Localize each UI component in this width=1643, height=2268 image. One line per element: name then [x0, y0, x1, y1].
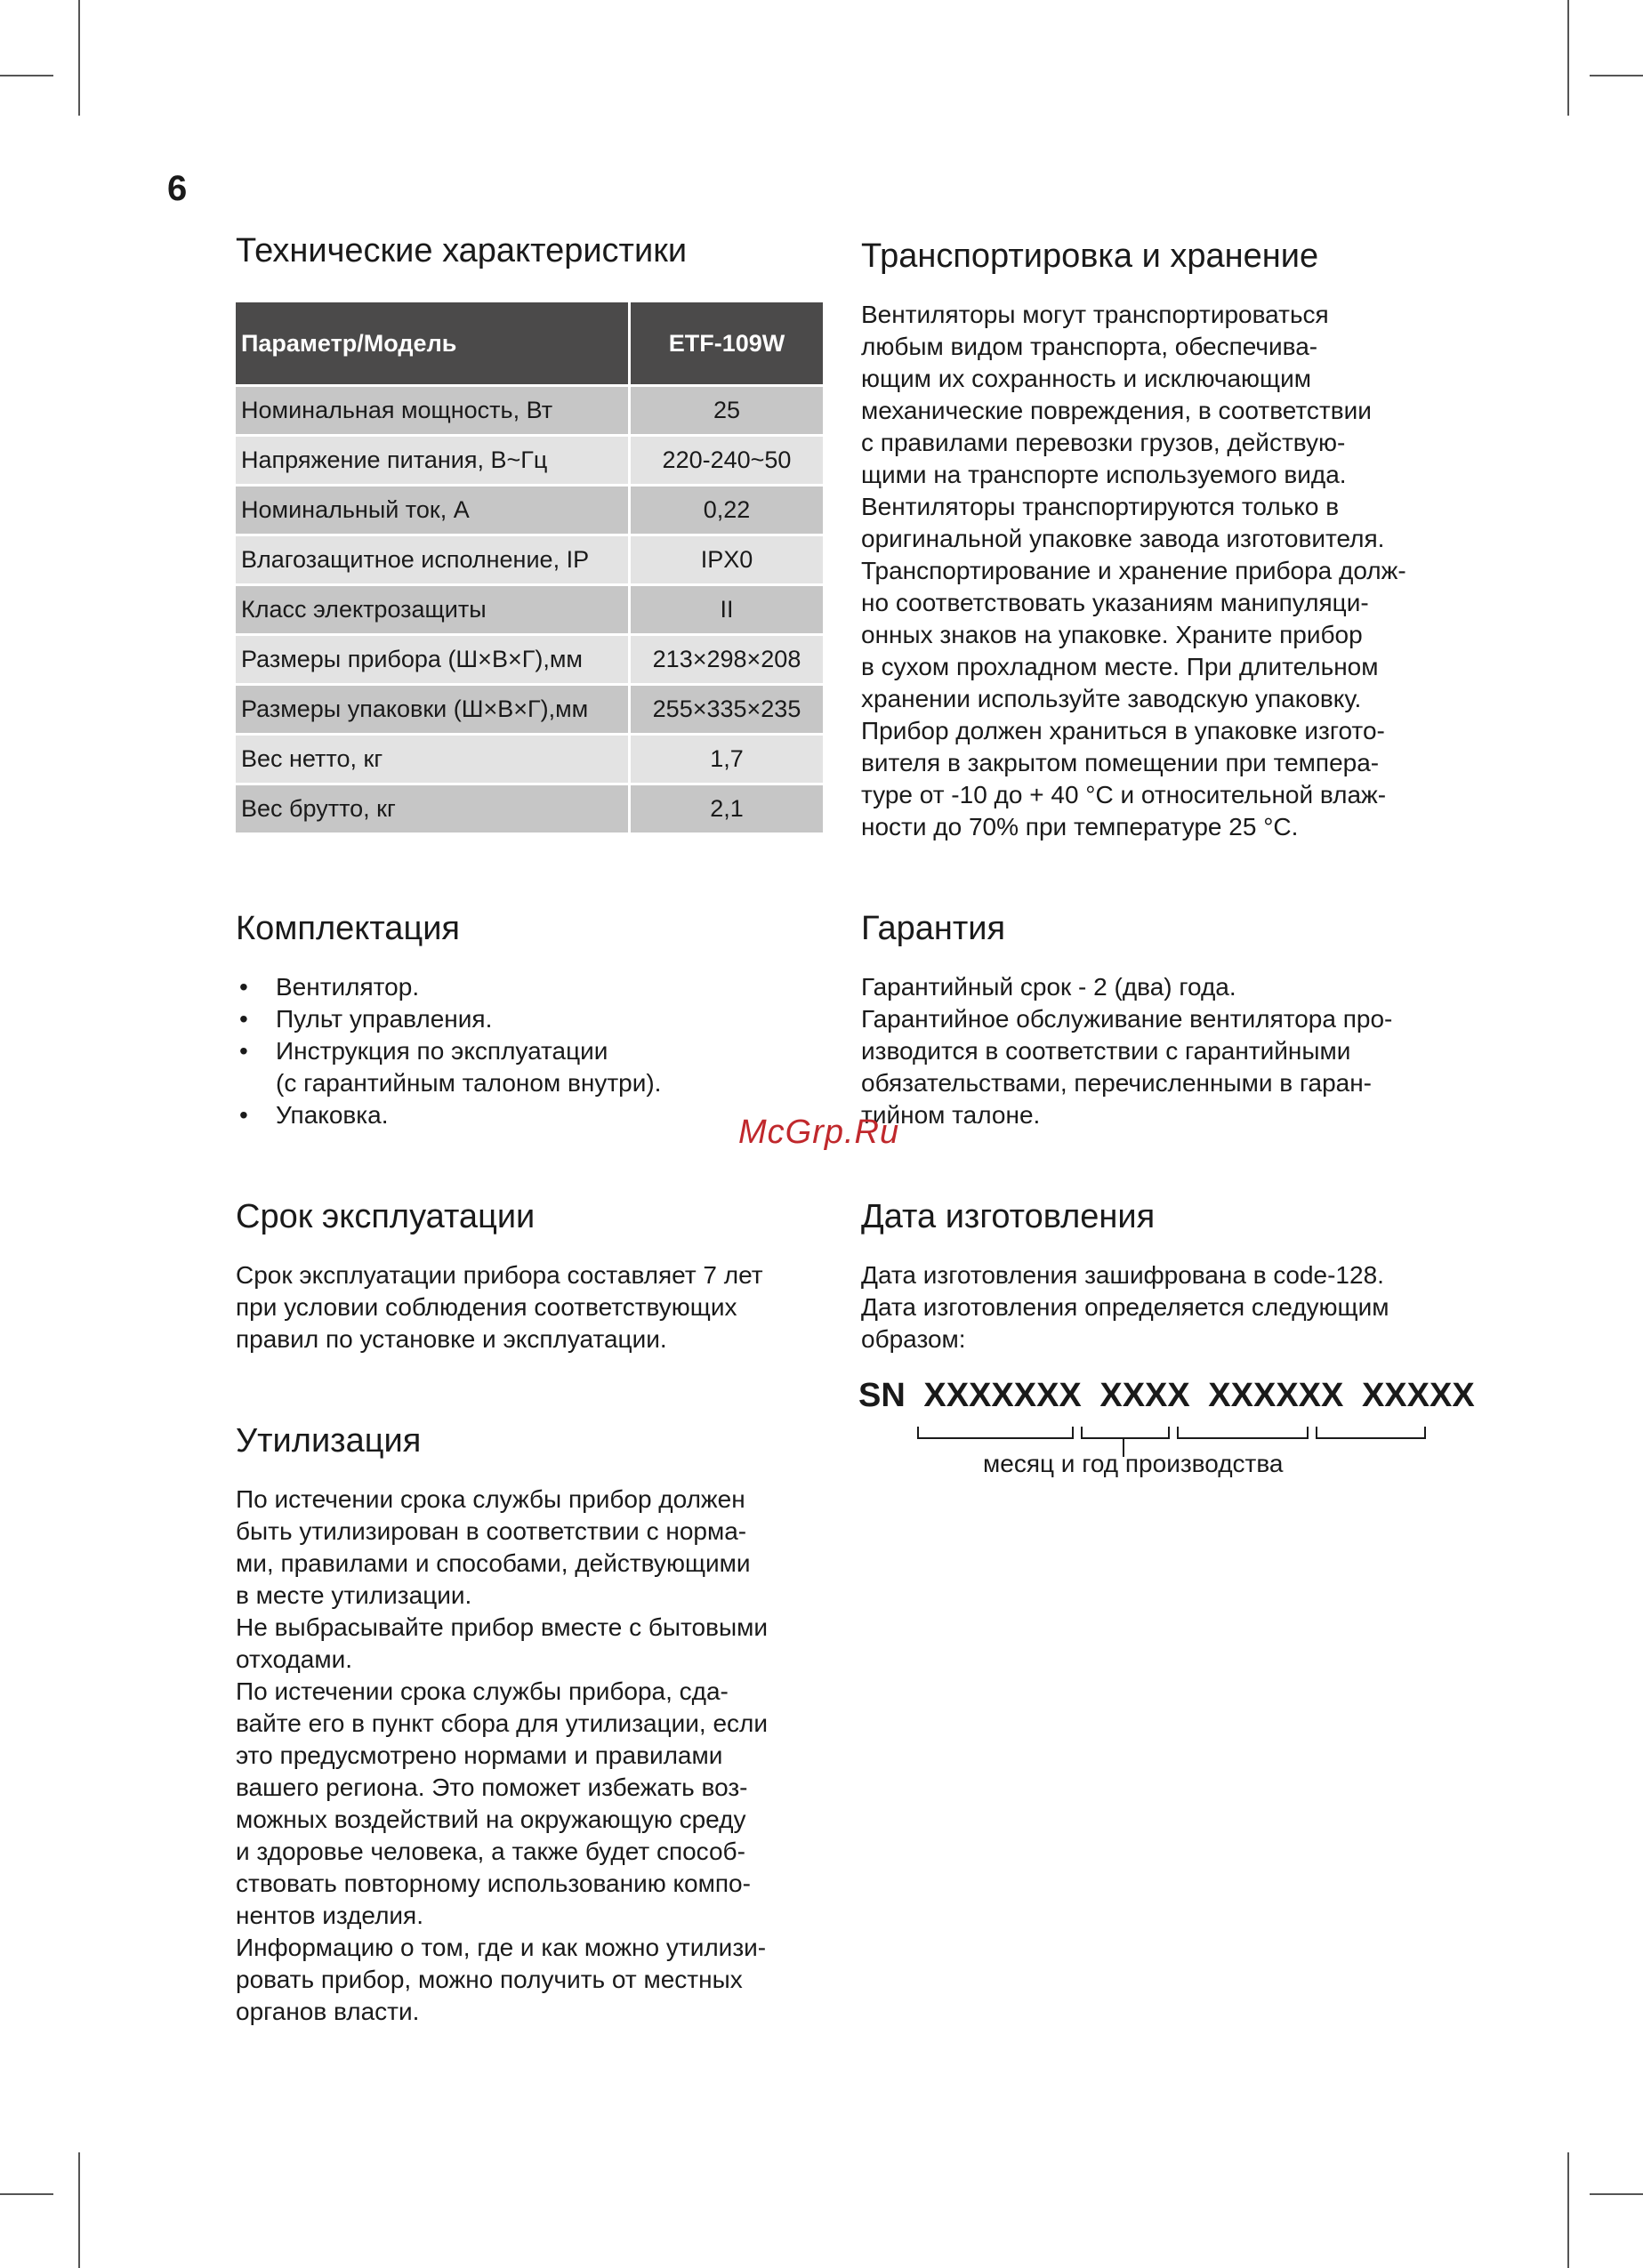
specs-param: Номинальный ток, А	[236, 487, 628, 536]
specs-row	[236, 387, 823, 437]
text-line: Вентиляторы могут транспортироваться	[861, 301, 1329, 328]
specs-param: Напряжение питания, В~Гц	[236, 437, 628, 487]
specs-param: Класс электрозащиты	[236, 586, 628, 636]
specs-value: 220-240~50	[628, 437, 823, 487]
specs-row	[236, 785, 823, 832]
list-item-text: Вентилятор.	[276, 973, 420, 1001]
text-line: в сухом прохладном месте. При длительном	[861, 653, 1379, 680]
specs-value: 25	[628, 387, 823, 437]
transport-title: Транспортировка и хранение	[861, 237, 1319, 275]
warranty-section	[861, 907, 1448, 1131]
sn-prefix: SN	[858, 1377, 906, 1414]
transport-section	[861, 235, 1448, 843]
text-line: Гарантийное обслуживание вентилятора про-	[861, 1005, 1393, 1033]
list-item-text: Инструкция по эксплуатации	[276, 1037, 608, 1065]
sn-bracket	[917, 1427, 1074, 1439]
specs-table	[236, 302, 823, 832]
text-line: образом:	[861, 1325, 966, 1353]
text-line: ровать прибор, можно получить от местных	[236, 1966, 743, 1993]
text-line: но соответствовать указаниям манипуляци-	[861, 589, 1369, 616]
text-line: можных воздействий на окружающую среду	[236, 1806, 746, 1833]
text-line: щими на транспорте используемого вида.	[861, 461, 1347, 488]
list-item-text: Пульт управления.	[276, 1005, 493, 1033]
text-line: хранении используйте заводскую упаковку.	[861, 685, 1362, 712]
specs-value: 255×335×235	[628, 686, 823, 736]
kit-list	[236, 971, 823, 1131]
crop-mark	[78, 2152, 80, 2268]
text-line: Вентиляторы транспортируются только в	[861, 493, 1340, 520]
text-line: По истечении срока службы прибора, сда-	[236, 1677, 729, 1705]
specs-value: 2,1	[628, 785, 823, 832]
bullet-icon: •	[239, 1005, 248, 1033]
text-line: тийном талоне.	[861, 1101, 1041, 1129]
specs-row	[236, 736, 823, 785]
watermark: McGrp.Ru	[738, 1114, 900, 1151]
text-line: Срок эксплуатации прибора составляет 7 лет	[236, 1261, 763, 1289]
sn-group: XXXXXX	[1208, 1377, 1344, 1414]
bullet-icon: •	[239, 1037, 248, 1065]
crop-mark	[1590, 75, 1643, 76]
specs-value: 1,7	[628, 736, 823, 785]
manufacture-date-section	[861, 1195, 1448, 1355]
specs-param: Размеры прибора (Ш×В×Г),мм	[236, 636, 628, 686]
manufacture-date-text	[861, 1259, 1448, 1355]
specs-value: IPX0	[628, 536, 823, 586]
text-line: механические повреждения, в соответствии	[861, 397, 1372, 424]
specs-row	[236, 586, 823, 636]
text-line: ствовать повторному использованию компо-	[236, 1870, 751, 1897]
sn-group: XXXXXXX	[923, 1377, 1082, 1414]
list-item	[236, 1099, 823, 1131]
list-item	[236, 1003, 823, 1035]
text-line: изводится в соответствии с гарантийными	[861, 1037, 1351, 1065]
specs-section	[236, 229, 823, 832]
specs-title: Технические характеристики	[236, 232, 688, 269]
specs-value: II	[628, 586, 823, 636]
crop-mark	[0, 2193, 53, 2195]
text-line: вайте его в пункт сбора для утилизации, если	[236, 1709, 769, 1737]
specs-param: Вес нетто, кг	[236, 736, 628, 785]
warranty-title: Гарантия	[861, 910, 1006, 947]
kit-section	[236, 907, 823, 1131]
text-line: Транспортирование и хранение прибора долж-	[861, 557, 1406, 584]
crop-mark	[1590, 2193, 1643, 2195]
specs-row	[236, 686, 823, 736]
serial-number-diagram	[858, 1377, 1475, 1484]
sn-bracket	[1316, 1427, 1426, 1439]
text-line: это предусмотрено нормами и правилами	[236, 1741, 723, 1769]
specs-row	[236, 536, 823, 586]
text-line: Прибор должен храниться в упаковке изгото-	[861, 717, 1385, 744]
specs-row	[236, 437, 823, 487]
text-line: По истечении срока службы прибор должен	[236, 1485, 745, 1513]
text-line: с правилами перевозки грузов, действую-	[861, 429, 1346, 456]
crop-mark	[78, 0, 80, 116]
bullet-icon: •	[239, 973, 248, 1001]
warranty-text	[861, 971, 1448, 1131]
text-line: Гарантийный срок - 2 (два) года.	[861, 973, 1236, 1001]
text-line: правил по установке и эксплуатации.	[236, 1325, 667, 1353]
sn-bracket-date	[1081, 1427, 1170, 1439]
crop-mark	[0, 75, 53, 76]
specs-param: Вес брутто, кг	[236, 785, 628, 832]
text-line: нентов изделия.	[236, 1902, 423, 1929]
text-line: Дата изготовления зашифрована в code-128.	[861, 1261, 1384, 1289]
service-life-title: Срок эксплуатации	[236, 1198, 536, 1235]
disposal-section	[236, 1420, 823, 2028]
specs-row	[236, 487, 823, 536]
service-life-text	[236, 1259, 823, 1355]
text-line: обязательствами, перечисленными в гаран-	[861, 1069, 1372, 1097]
specs-header-row	[236, 302, 823, 387]
specs-value: 0,22	[628, 487, 823, 536]
text-line: онных знаков на упаковке. Храните прибор	[861, 621, 1363, 648]
text-line: оригинальной упаковке завода изготовителя.	[861, 525, 1385, 552]
sn-caption: месяц и год производства	[983, 1450, 1284, 1477]
disposal-text	[236, 1484, 823, 2028]
text-line: вителя в закрытом помещении при темпера-	[861, 749, 1380, 776]
text-line: органов власти.	[236, 1998, 420, 2025]
kit-title: Комплектация	[236, 910, 461, 947]
service-life-section	[236, 1195, 823, 1355]
text-line: туре от -10 до + 40 °С и относительной влаж-	[861, 781, 1387, 808]
specs-value: 213×298×208	[628, 636, 823, 686]
manufacture-date-title: Дата изготовления	[861, 1198, 1156, 1235]
serial-number	[858, 1377, 1475, 1415]
disposal-title: Утилизация	[236, 1422, 422, 1460]
text-line: быть утилизирован в соответствии с норма-	[236, 1517, 747, 1545]
sn-bracket	[1177, 1427, 1309, 1439]
text-line: вашего региона. Это поможет избежать воз-	[236, 1773, 748, 1801]
text-line: Дата изготовления определяется следующим	[861, 1293, 1389, 1321]
sn-group-date: XXXX	[1099, 1377, 1190, 1414]
specs-param: Размеры упаковки (Ш×В×Г),мм	[236, 686, 628, 736]
text-line: при условии соблюдения соответствующих	[236, 1293, 737, 1321]
text-line: и здоровье человека, а также будет способ-	[236, 1838, 745, 1865]
page-number: 6	[167, 169, 188, 208]
transport-text	[861, 299, 1448, 843]
bullet-icon: •	[239, 1101, 248, 1129]
text-line: отходами.	[236, 1645, 353, 1673]
text-line: ющим их сохранность и исключающим	[861, 365, 1311, 392]
text-line: ми, правилами и способами, действующими	[236, 1549, 751, 1577]
specs-param: Номинальная мощность, Вт	[236, 387, 628, 437]
text-line: ности до 70% при температуре 25 °С.	[861, 813, 1299, 840]
list-item-text: Упаковка.	[276, 1101, 389, 1129]
text-line: любым видом транспорта, обеспечива-	[861, 333, 1318, 360]
list-item-text: (с гарантийным талоном внутри).	[276, 1069, 662, 1097]
specs-row	[236, 636, 823, 686]
text-line: Информацию о том, где и как можно утилизи-	[236, 1934, 767, 1961]
specs-header-model: ETF-109W	[628, 302, 823, 387]
specs-param: Влагозащитное исполнение, IP	[236, 536, 628, 586]
crop-mark	[1567, 2152, 1569, 2268]
crop-mark	[1567, 0, 1569, 116]
text-line: в месте утилизации.	[236, 1581, 472, 1609]
sn-group: XXXXX	[1361, 1377, 1475, 1414]
list-item	[236, 1035, 823, 1099]
specs-header-param: Параметр/Модель	[236, 302, 628, 387]
list-item	[236, 971, 823, 1003]
text-line: Не выбрасывайте прибор вместе с бытовыми	[236, 1613, 769, 1641]
